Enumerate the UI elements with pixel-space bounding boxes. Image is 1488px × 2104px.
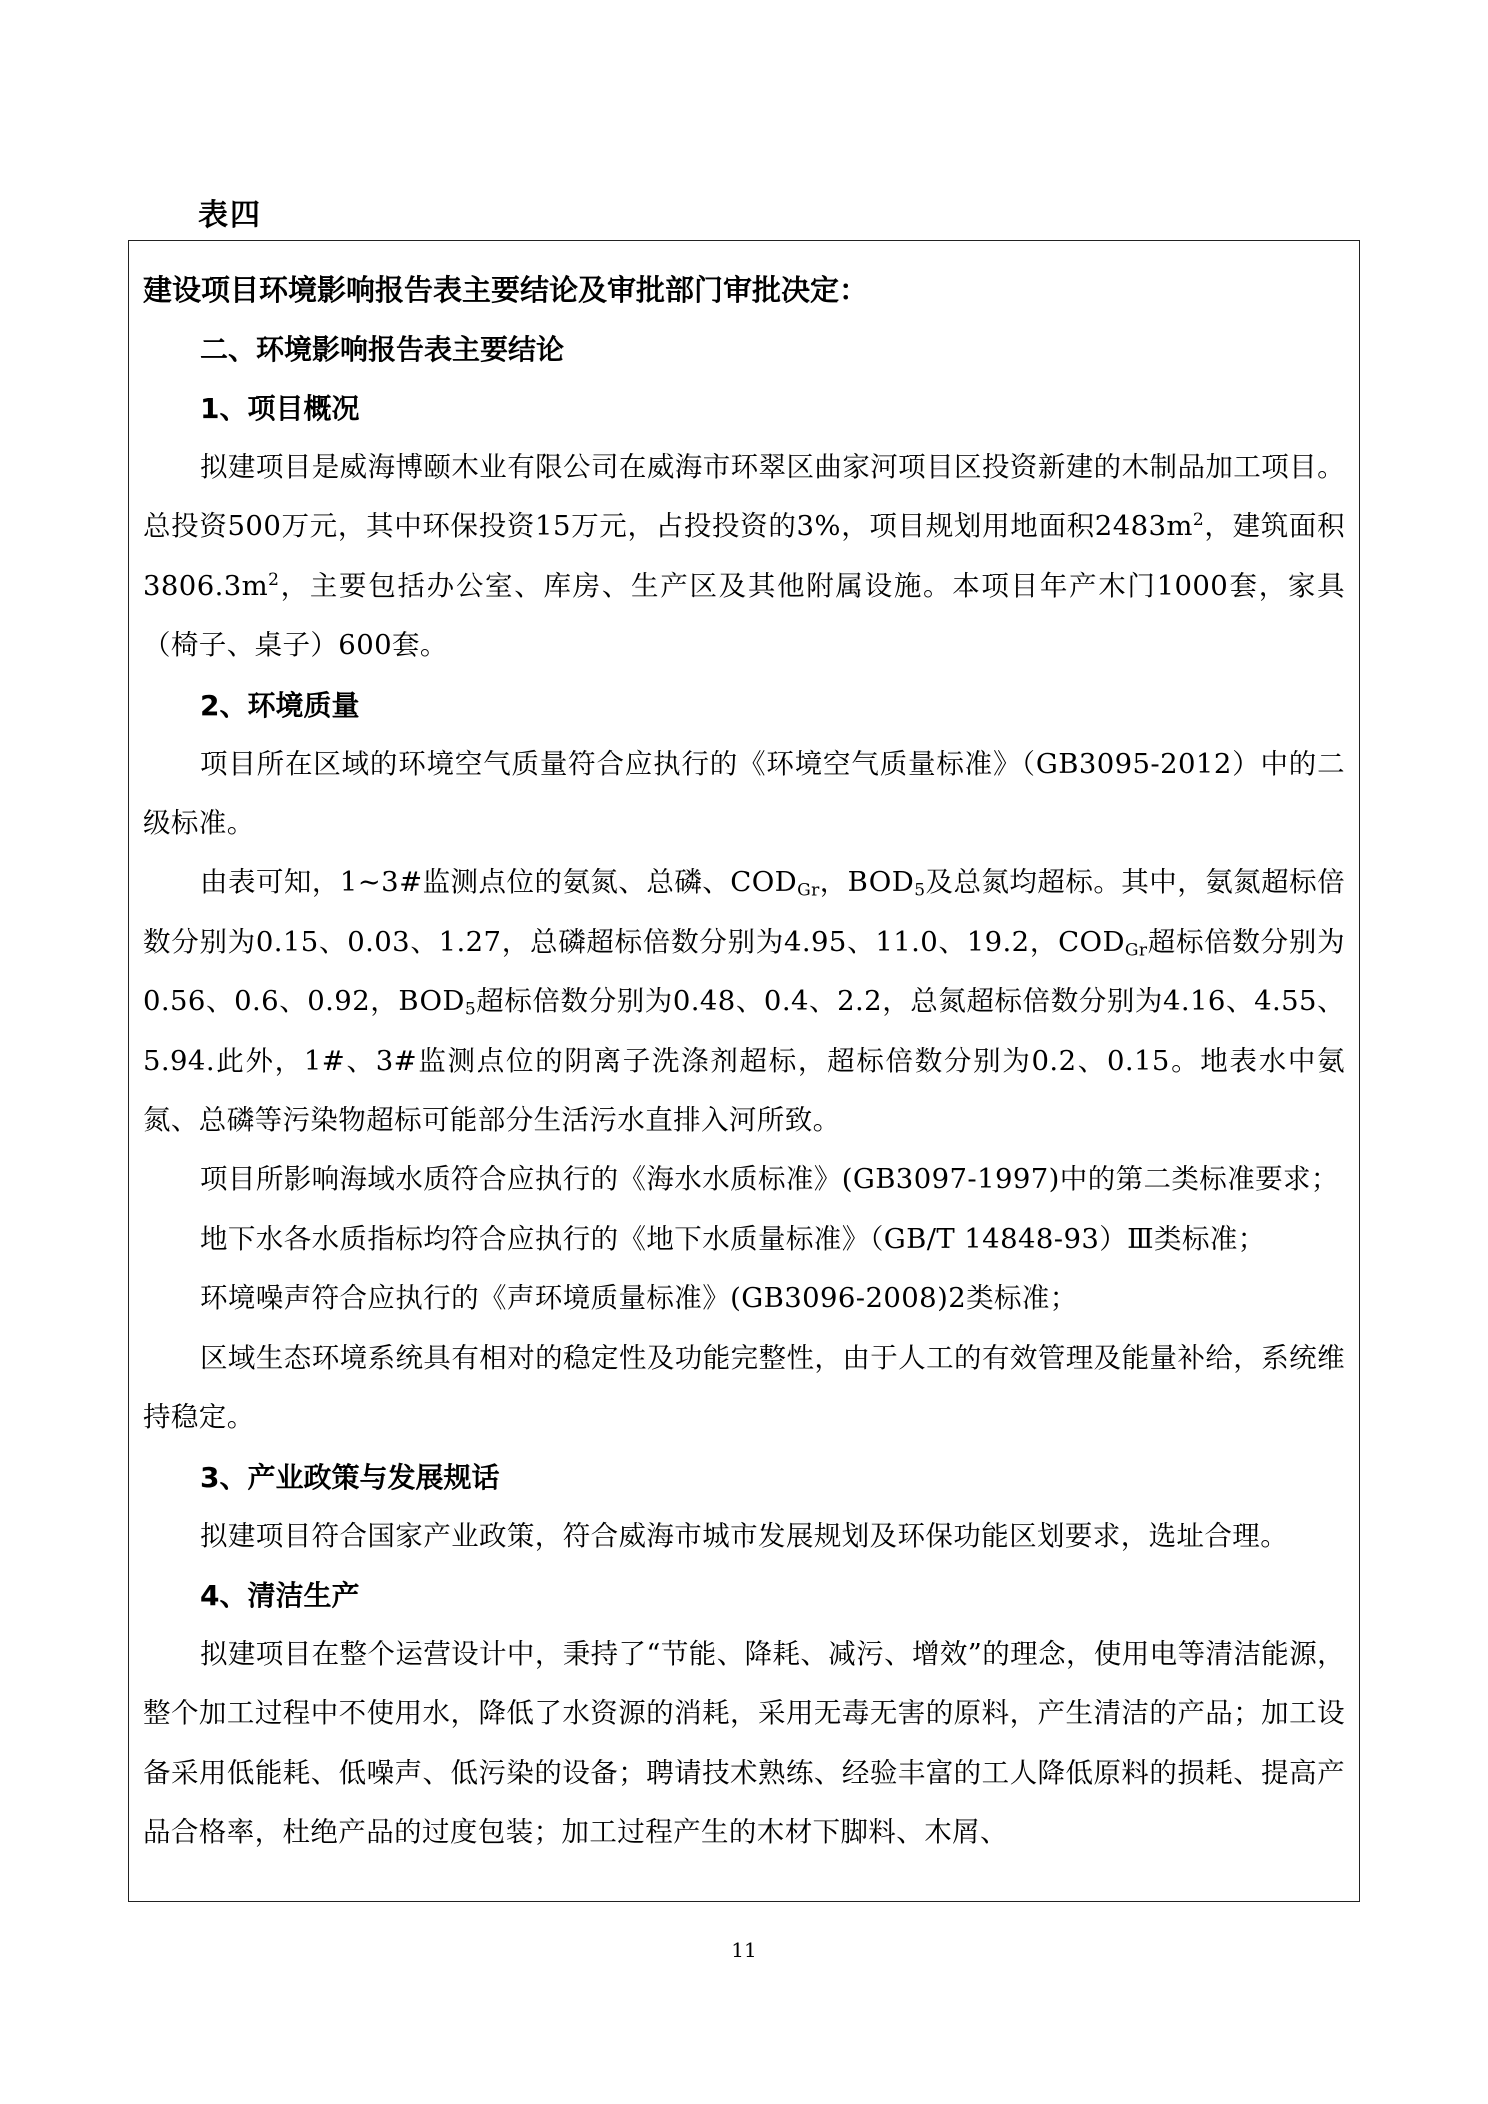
section-3-paragraph: 拟建项目符合国家产业政策，符合威海市城市发展规划及环保功能区划要求，选址合理。 [200,1519,1289,1552]
section-1-title: 1、项目概况 [200,392,360,425]
superscript-2: 2 [268,569,280,590]
content-box [128,240,1360,1902]
section-title: 二、环境影响报告表主要结论 [200,333,565,366]
air-quality-paragraph: 项目所在区域的环境空气质量符合应执行的《环境空气质量标准》（GB3095-2012）中的二级标准。 [143,747,1345,840]
superscript-2: 2 [1192,510,1205,531]
section-2-title: 2、环境质量 [200,688,360,722]
sea-water-paragraph: 项目所影响海域水质符合应执行的《海水水质标准》(GB3097-1997)中的第二类标准要求； [200,1163,1339,1196]
page-number: 11 [731,1938,757,1962]
subscript-5: 5 [464,999,477,1020]
section-3-title: 3、产业政策与发展规话 [200,1460,500,1494]
section-4-paragraph: 拟建项目在整个运营设计中，秉持了“节能、降耗、减污、增效”的理念，使用电等清洁能源，整个加工过程中不使用水，降低了水资源的消耗，采用无毒无害的原料，产生清洁的产品；加工设备采用低能耗、低噪声、低污染的设备；聘请技术熟练、经验丰富的工人降低原料的损耗、提高产品合格率，杜绝产品的过度包装；加工过程产生的木材下脚料、木屑、 [143,1637,1345,1849]
box-heading: 建设项目环境影响报告表主要结论及审批部门审批决定： [143,273,869,307]
ecology-paragraph: 区域生态环境系统具有相对的稳定性及功能完整性，由于人工的有效管理及能量补给，系统维持稳定。 [143,1341,1345,1434]
surface-water-paragraph: 由表可知，1~3#监测点位的氨氮、总磷、$COD_{Gr}$，$BOD_5$及总氮均超标。其中，氨氮超标倍数分别为0.15、0.03、1.27，总磷超标倍数分别为4.95、11.0、19.2，$COD_{Gr}$超标倍数分别为0.56、0.6、0.92，$BOD_5$超标倍数分别为0.48、0.4、2.2，总氮超标倍数分别为4.16、4.55、5.94.此外，1#、3#监测点位的阴离子洗涤剂超标，超标倍数分别为0.2、0.15。地表水中氨氮、总磷等污染物超标可能部分生活污水直排入河所致。 [143,866,1345,1137]
section-4-title: 4、清洁生产 [200,1578,360,1612]
subscript-5: 5 [914,880,926,901]
table-label: 表四 [198,198,262,233]
subscript-gr: Gr [1124,940,1148,961]
groundwater-paragraph: 地下水各水质指标均符合应执行的《地下水质量标准》（GB/T 14848-93）Ⅲ类标准； [200,1222,1266,1255]
subscript-gr: Gr [797,880,820,901]
section-1-paragraph: 拟建项目是威海博颐木业有限公司在威海市环翠区曲家河项目区投资新建的木制品加工项目。总投资500万元，其中环保投资15万元，占投投资的3%，项目规划用地面积$2483m^2$，建筑面积$3806.3m^2$，主要包括办公室、库房、生产区及其他附属设施。本项目年产木门1000套，家具（椅子、桌子）600套。 [143,451,1345,662]
noise-paragraph: 环境噪声符合应执行的《声环境质量标准》(GB3096-2008)2类标准； [200,1282,1078,1315]
